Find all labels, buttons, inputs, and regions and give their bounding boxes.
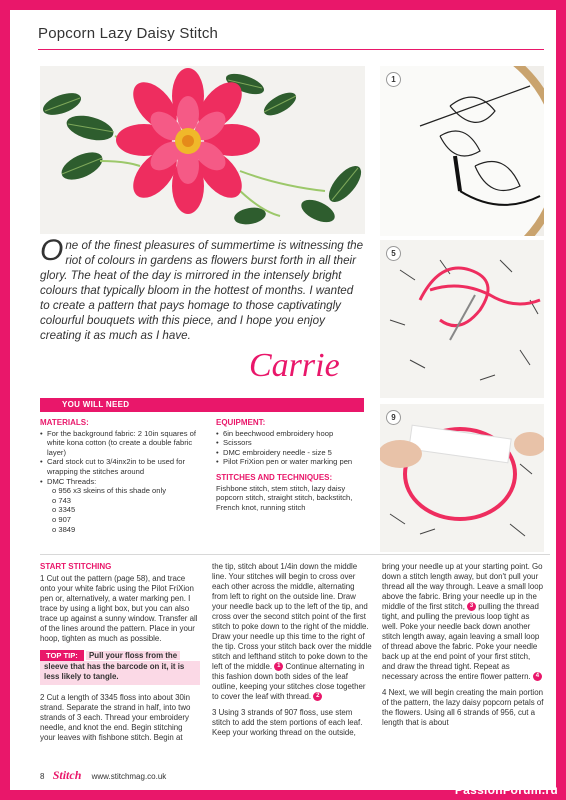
- list-item: • 6in beechwood embroidery hoop: [216, 429, 366, 439]
- step-number-badge: 1: [386, 72, 401, 87]
- equipment-column: [216, 418, 366, 512]
- instructions-column-2: [212, 562, 372, 744]
- stitches-heading: STITCHES AND TECHNIQUES:: [216, 472, 333, 482]
- list-item: o 3345: [52, 505, 208, 515]
- equipment-list: [216, 429, 366, 467]
- you-will-need-heading: YOU WILL NEED: [40, 398, 364, 412]
- photo-marker: 1: [274, 662, 283, 671]
- list-item: o 956 x3 skeins of this shade only: [52, 486, 208, 496]
- top-tip-text: sleeve that has the barcode on it, it is less likely to tangle.: [40, 661, 200, 685]
- step-2-text: 2 Cut a length of 3345 floss into about 30in strand. Separate the strand in half, into two strands of 3 each. Thread your embroidery needle, and knot the end. Begin stitching your leaves with fishbone stitch. Begin at: [40, 693, 191, 742]
- flower-illustration: [40, 66, 365, 234]
- photo-marker: 2: [313, 692, 322, 701]
- step-3-continued-b: pulling the thread tight, and pulling the previous loop tight as well. Poke your needle back down another stitch length away, again leaving a small loop of thread above the fabric. Poke your needle back up at the end point of your first stitch, and draw the thread tight. Repeat as necessary across the entire flower pattern.: [382, 602, 540, 681]
- intro-paragraph: [40, 234, 365, 343]
- step-photo-1: [380, 66, 544, 236]
- list-item: o 743: [52, 496, 208, 506]
- hero-embroidery-image: [40, 66, 365, 234]
- threads-list: [40, 486, 208, 534]
- step-2-continued-b: Continue alternating in this fashion down both sides of the leaf outline, keeping your stitches close together to cover the leaf with thread.: [212, 662, 366, 701]
- list-item: • DMC Threads:: [40, 477, 208, 487]
- top-tip-label: TOP TIP:: [40, 650, 84, 661]
- hoop-photo-illustration: [380, 66, 544, 236]
- intro-text: ne of the finest pleasures of summertime is witnessing the riot of colours in gardens as flowers burst forth in all their glory. The heat of the day is mirrored in the intensely bright colours that typically bloom in the hottest of months. I wanted to create a pattern that pays homage to those captivatingly colourful bouquets with this piece, and I hope you enjoy creating it as much as I have.: [40, 239, 364, 342]
- page-footer: [40, 768, 166, 782]
- instructions-column-3: [382, 562, 544, 734]
- section-divider: [40, 554, 550, 555]
- step-2-continued: the tip, stitch about 1/4in down the middle line. Your stitches will begin to cross over each other across the middle, alternating from left to right on the outside line. Draw your needle back up to the left of the tip, and cross over the second stitch point of the first stitch to poke down to the right of the middle. Draw your needle up this time to the right of the tip. Cross your stitch back over the middle stitch and lefthand stitch to poke down to the left of the middle.: [212, 562, 372, 671]
- step-1-text: 1 Cut out the pattern (page 58), and trace onto your white fabric using the Pilot FriXion pen or, alternatively, a water marking pen. I trace by using a light box, but you can also trace up against a sunny window. Transfer all of the lines around the pattern. Place in your hoop, tighten as much as possible.: [40, 574, 198, 643]
- step-4-text: 4 Next, we will begin creating the main portion of the pattern, the lazy daisy popcorn petals of the flowers. Using all 6 strands of 956, cut a length that is about: [382, 688, 544, 727]
- list-item: • For the background fabric: 2 10in squares of white kona cotton (to create a double fabric layer): [40, 429, 208, 458]
- card-wrap-photo-illustration: [380, 404, 544, 552]
- signature-text: Carrie: [249, 347, 340, 384]
- step-photo-9: [380, 404, 544, 552]
- magazine-logo: Stitch: [52, 768, 82, 782]
- step-number-badge: 9: [386, 410, 401, 425]
- list-item: • DMC embroidery needle - size 5: [216, 448, 366, 458]
- materials-list: [40, 429, 208, 487]
- page-title: Popcorn Lazy Daisy Stitch: [38, 25, 219, 42]
- signature-image: [245, 340, 365, 390]
- top-tip-line-1: Pull your floss from the: [86, 651, 180, 660]
- stitch-photo-illustration: [380, 240, 544, 398]
- step-number-badge: 5: [386, 246, 401, 261]
- top-tip-box: [40, 650, 200, 685]
- list-item: o 3849: [52, 525, 208, 535]
- list-item: • Pilot FriXion pen or water marking pen: [216, 457, 366, 467]
- step-photo-5: [380, 240, 544, 398]
- photo-marker: 3: [467, 602, 476, 611]
- page-number: 8: [40, 772, 45, 781]
- materials-column: [40, 418, 208, 534]
- magazine-page: [10, 10, 556, 790]
- materials-heading: MATERIALS:: [40, 418, 89, 427]
- photo-marker: 4: [533, 672, 542, 681]
- page-header: [38, 22, 544, 50]
- step-3-text: 3 Using 3 strands of 907 floss, use stem stitch to add the stem portions of each leaf. Keep your working thread on the outside,: [212, 708, 363, 737]
- intro-dropcap: O: [40, 234, 64, 267]
- author-signature: [245, 340, 365, 390]
- list-item: o 907: [52, 515, 208, 525]
- equipment-heading: EQUIPMENT:: [216, 418, 266, 427]
- step-3-continued: bring your needle up at your starting point. Go down a stitch length away, but don't pull your thread all the way through. Leave a small loop above the fabric. Bring your needle up in the middle of the first stitch,: [382, 562, 543, 611]
- start-stitching-heading: START STITCHING: [40, 562, 112, 571]
- list-item: • Card stock cut to 3/4inx2in to be used for wrapping the stitches around: [40, 457, 208, 476]
- instructions-column-1: [40, 562, 200, 749]
- stitches-text: Fishbone stitch, stem stitch, lazy daisy popcorn stitch, straight stitch, backstitch, French knot, running stitch: [216, 483, 353, 512]
- watermark: PassionForum.ru: [454, 783, 558, 797]
- list-item: • Scissors: [216, 438, 366, 448]
- website-link[interactable]: www.stitchmag.co.uk: [91, 772, 167, 781]
